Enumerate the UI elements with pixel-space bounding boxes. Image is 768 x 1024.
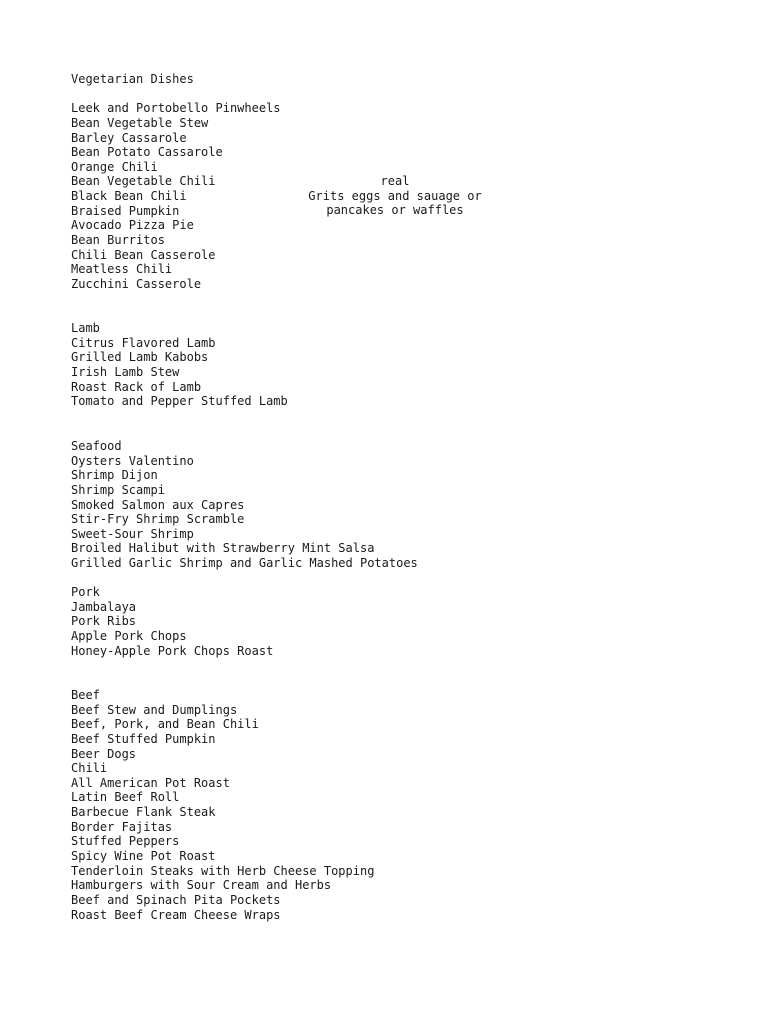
seafood-section [71, 439, 418, 571]
section-heading: Beef [71, 688, 100, 702]
list-item: Apple Pork Chops [71, 628, 187, 643]
list-item: Barley Cassarole [71, 130, 187, 145]
list-item: Grilled Garlic Shrimp and Garlic Mashed Potatoes [71, 556, 418, 571]
list-item: Stuffed Peppers [71, 834, 180, 849]
pork-section [71, 585, 273, 658]
list-item: Spicy Wine Pot Roast [71, 849, 216, 864]
vegetarian-section [71, 72, 281, 292]
list-item: Irish Lamb Stew [71, 364, 180, 379]
list-item: Tenderloin Steaks with Herb Cheese Topping [71, 863, 375, 878]
list-item: Bean Vegetable Stew [71, 115, 209, 130]
blank-line [71, 87, 281, 102]
list-item: Bean Potato Cassarole [71, 145, 223, 160]
list-item: Zucchini Casserole [71, 276, 202, 291]
list-item: Roast Beef Cream Cheese Wraps [71, 907, 281, 922]
list-item: All American Pot Roast [71, 775, 230, 790]
list-item: Meatless Chili [71, 262, 173, 277]
list-item: Latin Beef Roll [71, 790, 180, 805]
list-item: Shrimp Scampi [71, 482, 165, 497]
list-item: Pork Ribs [71, 614, 137, 629]
beef-section [71, 688, 374, 922]
list-item: Oysters Valentino [71, 453, 194, 468]
list-item: Citrus Flavored Lamb [71, 335, 216, 350]
list-item: Bean Vegetable Chili [71, 174, 216, 189]
list-item: Honey-Apple Pork Chops Roast [71, 643, 274, 658]
list-item: Jambalaya [71, 599, 137, 614]
list-item: Leek and Portobello Pinwheels [71, 101, 281, 116]
list-item: Chili [71, 761, 108, 776]
list-item: Black Bean Chili [71, 189, 187, 204]
list-item: Border Fajitas [71, 819, 173, 834]
note-line: real [380, 174, 410, 188]
section-heading: Lamb [71, 321, 100, 335]
list-item: Hamburgers with Sour Cream and Herbs [71, 878, 332, 893]
list-item: Shrimp Dijon [71, 468, 158, 483]
list-item: Smoked Salmon aux Capres [71, 497, 245, 512]
list-item: Barbecue Flank Steak [71, 805, 216, 820]
breakfast-note [300, 174, 490, 218]
list-item: Chili Bean Casserole [71, 247, 216, 262]
section-heading: Vegetarian Dishes [71, 72, 194, 86]
list-item: Roast Rack of Lamb [71, 379, 202, 394]
list-item: Braised Pumpkin [71, 203, 180, 218]
list-item: Orange Chili [71, 159, 158, 174]
list-item: Grilled Lamb Kabobs [71, 350, 209, 365]
list-item: Beef and Spinach Pita Pockets [71, 892, 281, 907]
list-item: Beef, Pork, and Bean Chili [71, 717, 259, 732]
note-line: pancakes or waffles [326, 203, 464, 218]
note-line: Grits eggs and sauage or [308, 188, 482, 203]
list-item: Beef Stew and Dumplings [71, 702, 238, 717]
list-item: Bean Burritos [71, 233, 165, 248]
list-item: Sweet-Sour Shrimp [71, 526, 194, 541]
list-item: Tomato and Pepper Stuffed Lamb [71, 394, 288, 409]
lamb-section [71, 321, 288, 409]
section-heading: Pork [71, 585, 100, 599]
list-item: Beef Stuffed Pumpkin [71, 731, 216, 746]
list-item: Broiled Halibut with Strawberry Mint Salsa [71, 541, 375, 556]
section-heading: Seafood [71, 439, 122, 453]
list-item: Stir-Fry Shrimp Scramble [71, 512, 245, 527]
list-item: Beer Dogs [71, 746, 137, 761]
list-item: Avocado Pizza Pie [71, 218, 194, 233]
